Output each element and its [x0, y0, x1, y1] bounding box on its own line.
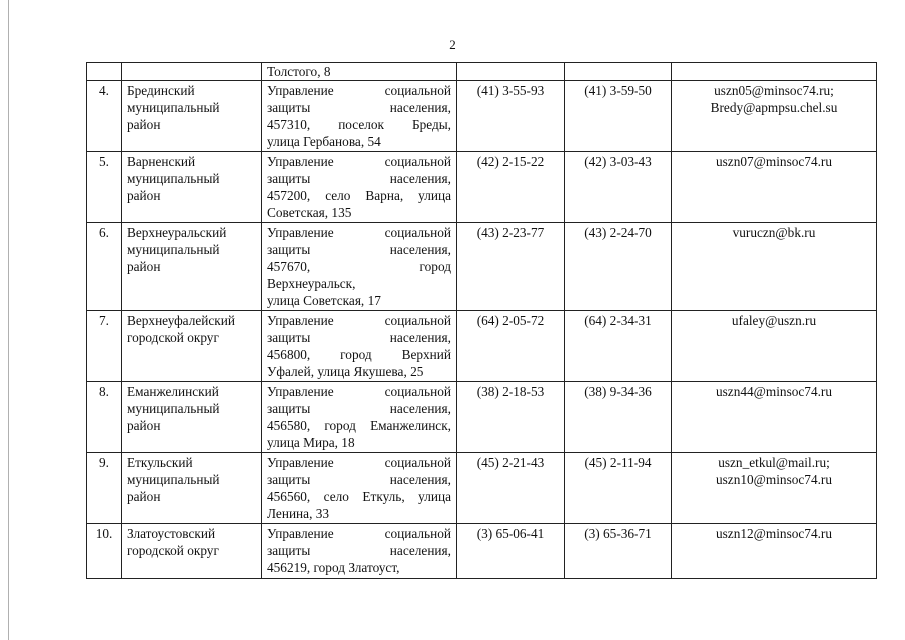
cell-name: [122, 382, 262, 453]
district-name-line: Варненский: [127, 154, 196, 169]
cell-fax: [565, 63, 672, 81]
cell-fax: (64) 2-34-31: [565, 311, 672, 382]
cell-email: [672, 382, 877, 453]
cell-name: [122, 524, 262, 579]
cell-email: [672, 311, 877, 382]
cell-email: [672, 223, 877, 311]
cell-fax: (42) 3-03-43: [565, 152, 672, 223]
cell-name: [122, 152, 262, 223]
address-line: Верхнеуральск,: [267, 276, 356, 291]
table-row: [87, 152, 877, 223]
address-line: улица Мира, 18: [267, 435, 355, 450]
address-line: защиты населения,: [267, 472, 451, 487]
address-line: 457310, поселок Бреды,: [267, 117, 451, 132]
email-link[interactable]: uszn44@minsoc74.ru: [715, 384, 833, 399]
cell-name: [122, 223, 262, 311]
cell-phone: (64) 2-05-72: [457, 311, 565, 382]
district-name-line: муниципальный: [127, 242, 220, 257]
address-line: 457200, село Варна, улица: [267, 188, 451, 203]
cell-fax: (3) 65-36-71: [565, 524, 672, 579]
address-line: защиты населения,: [267, 242, 451, 257]
cell-num: 9.: [87, 453, 122, 524]
table-row: [87, 311, 877, 382]
cell-phone: (42) 2-15-22: [457, 152, 565, 223]
cell-phone: (41) 3-55-93: [457, 81, 565, 152]
cell-name: [122, 453, 262, 524]
address-line: защиты населения,: [267, 171, 451, 186]
district-name-line: Златоустовский: [127, 526, 216, 541]
email-link[interactable]: vuruczn@bk.ru: [732, 225, 816, 240]
cell-email: [672, 524, 877, 579]
address-line: Управление социальной: [267, 225, 451, 240]
email-link[interactable]: ufaley@uszn.ru: [731, 313, 817, 328]
district-name-line: Брединский: [127, 83, 195, 98]
district-name-line: Еманжелинский: [127, 384, 219, 399]
address-line: улица Советская, 17: [267, 293, 381, 308]
cell-phone: (38) 2-18-53: [457, 382, 565, 453]
cell-address: [262, 453, 457, 524]
page-number: 2: [449, 37, 456, 52]
district-name-line: Еткульский: [127, 455, 193, 470]
district-name-line: муниципальный: [127, 171, 220, 186]
email-link[interactable]: uszn07@minsoc74.ru: [715, 154, 833, 169]
district-name-line: муниципальный: [127, 100, 220, 115]
address-line: 456800, город Верхний: [267, 347, 451, 362]
address-line: защиты населения,: [267, 401, 451, 416]
contacts-table: [86, 62, 877, 579]
cell-email: [672, 453, 877, 524]
cell-address: [262, 152, 457, 223]
district-name-line: муниципальный: [127, 401, 220, 416]
cell-num: 7.: [87, 311, 122, 382]
table-row: [87, 524, 877, 579]
email-link[interactable]: uszn05@minsoc74.ru;: [714, 83, 834, 98]
table-row: [87, 382, 877, 453]
cell-phone: (3) 65-06-41: [457, 524, 565, 579]
cell-phone: (43) 2-23-77: [457, 223, 565, 311]
district-name-line: городской округ: [127, 543, 219, 558]
address-line: защиты населения,: [267, 543, 451, 558]
address-line: улица Гербанова, 54: [267, 134, 381, 149]
page-edge-rule: [8, 0, 9, 640]
address-line: Уфалей, улица Якушева, 25: [267, 364, 424, 379]
cell-fax: (38) 9-34-36: [565, 382, 672, 453]
district-name-line: район: [127, 117, 161, 132]
address-line: 456219, город Златоуст,: [267, 560, 400, 575]
district-name-line: район: [127, 418, 161, 433]
table-row: [87, 453, 877, 524]
address-line: защиты населения,: [267, 330, 451, 345]
table-row: [87, 223, 877, 311]
cell-fax: (41) 3-59-50: [565, 81, 672, 152]
cell-num: 6.: [87, 223, 122, 311]
cell-fax: (43) 2-24-70: [565, 223, 672, 311]
address-line: Управление социальной: [267, 455, 451, 470]
cell-num: 10.: [87, 524, 122, 579]
cell-phone: (45) 2-21-43: [457, 453, 565, 524]
district-name-line: муниципальный: [127, 472, 220, 487]
address-line: Управление социальной: [267, 154, 451, 169]
email-link[interactable]: uszn10@minsoc74.ru: [715, 472, 833, 487]
table-row: [87, 81, 877, 152]
district-name-line: район: [127, 259, 161, 274]
cell-phone: [457, 63, 565, 81]
cell-address: [262, 223, 457, 311]
cell-name: [122, 63, 262, 81]
cell-email: [672, 81, 877, 152]
address-line: 456580, город Еманжелинск,: [267, 418, 451, 433]
address-line: Ленина, 33: [267, 506, 330, 521]
address-line: защиты населения,: [267, 100, 451, 115]
cell-address: [262, 524, 457, 579]
address-line: Толстого, 8: [267, 64, 331, 79]
address-line: Управление социальной: [267, 313, 451, 328]
district-name-line: район: [127, 188, 161, 203]
cell-num: [87, 63, 122, 81]
cell-num: 4.: [87, 81, 122, 152]
district-name-line: Верхнеуфалейский: [127, 313, 235, 328]
table-row-continuation: [87, 63, 877, 81]
cell-num: 8.: [87, 382, 122, 453]
cell-email: [672, 152, 877, 223]
cell-name: [122, 311, 262, 382]
email-link[interactable]: Bredy@apmpsu.chel.su: [710, 100, 838, 115]
address-line: Управление социальной: [267, 83, 451, 98]
district-name-line: район: [127, 489, 161, 504]
cell-num: 5.: [87, 152, 122, 223]
cell-address: [262, 81, 457, 152]
address-line: 456560, село Еткуль, улица: [267, 489, 451, 504]
address-line: Управление социальной: [267, 384, 451, 399]
cell-email: [672, 63, 877, 81]
address-line: 457670, город: [267, 259, 451, 274]
cell-address: [262, 311, 457, 382]
email-link[interactable]: uszn_etkul@mail.ru;: [718, 455, 830, 470]
address-line: Управление социальной: [267, 526, 451, 541]
district-name-line: городской округ: [127, 330, 219, 345]
cell-fax: (45) 2-11-94: [565, 453, 672, 524]
district-name-line: Верхнеуральский: [127, 225, 227, 240]
cell-name: [122, 81, 262, 152]
address-line: Советская, 135: [267, 205, 352, 220]
cell-address: [262, 63, 457, 81]
cell-address: [262, 382, 457, 453]
email-link[interactable]: uszn12@minsoc74.ru: [715, 526, 833, 541]
table-body: [87, 63, 877, 579]
